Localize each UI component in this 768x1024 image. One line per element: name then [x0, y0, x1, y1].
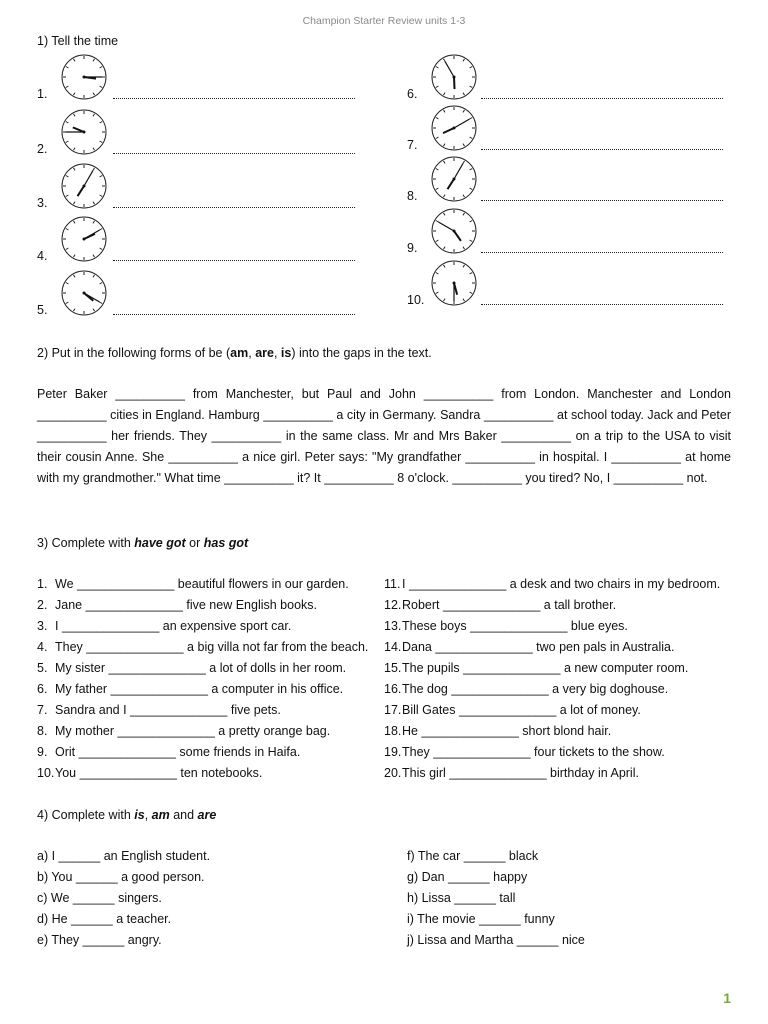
exercise-item	[37, 574, 368, 595]
item-number: 12.	[384, 598, 402, 612]
clock-item-number: 3.	[37, 196, 48, 210]
section2-title-post: ) into the gaps in the text.	[291, 346, 432, 360]
exercise-item	[37, 595, 368, 616]
phrase-have-got: have got	[134, 536, 186, 550]
answer-line[interactable]	[481, 304, 723, 305]
sep: ,	[144, 808, 152, 822]
item-text[interactable]: Robert ______________ a tall brother.	[402, 598, 617, 612]
sep: ,	[248, 346, 256, 360]
item-text[interactable]: These boys ______________ blue eyes.	[402, 619, 628, 633]
exercise-item[interactable]: h) Lissa ______ tall	[407, 891, 516, 905]
exercise-item	[37, 763, 368, 784]
clock-item-number: 2.	[37, 142, 48, 156]
exercise-item[interactable]: a) I ______ an English student.	[37, 849, 211, 863]
item-number: 14.	[384, 640, 402, 654]
clock-face-icon	[60, 162, 108, 210]
item-number: 1.	[37, 577, 48, 591]
item-number: 10.	[37, 766, 55, 780]
exercise-item	[384, 742, 720, 763]
item-text[interactable]: My father ______________ a computer in his office.	[55, 682, 344, 696]
exercise-item	[37, 658, 368, 679]
section4-title	[37, 808, 216, 822]
clock-face-icon	[60, 215, 108, 263]
item-text[interactable]: I ______________ a desk and two chairs in my bedroom.	[402, 577, 721, 591]
exercise-item[interactable]: i) The movie ______ funny	[407, 912, 555, 926]
exercise-item	[384, 616, 720, 637]
exercise-item	[37, 637, 368, 658]
clock-center	[83, 238, 86, 241]
item-number: 20.	[384, 766, 402, 780]
answer-line[interactable]	[481, 98, 723, 99]
item-number: 11.	[384, 577, 401, 591]
clock-item-number: 6.	[407, 87, 418, 101]
section2-title-pre: 2) Put in the following forms of be (	[37, 346, 231, 360]
page-header: Champion Starter Review units 1-3	[302, 15, 466, 27]
section4-left-list	[37, 846, 210, 951]
exercise-item[interactable]: c) We ______ singers.	[37, 891, 162, 905]
clock-face-icon	[430, 207, 478, 255]
word-am: am	[230, 346, 249, 360]
item-text[interactable]: This girl ______________ birthday in April.	[402, 766, 639, 780]
exercise-item	[37, 679, 368, 700]
item-text[interactable]: We ______________ beautiful flowers in our garden.	[55, 577, 349, 591]
item-number: 5.	[37, 661, 48, 675]
item-text[interactable]: They ______________ a big villa not far from the beach.	[55, 640, 369, 654]
exercise-item[interactable]: j) Lissa and Martha ______ nice	[407, 933, 585, 947]
item-text[interactable]: Bill Gates ______________ a lot of money.	[402, 703, 641, 717]
clock-center	[83, 131, 86, 134]
clock-center	[453, 76, 456, 79]
answer-line[interactable]	[113, 153, 355, 154]
exercise-item	[37, 721, 368, 742]
exercise-item	[384, 721, 720, 742]
item-text[interactable]: You ______________ ten notebooks.	[55, 766, 263, 780]
clock-item-number: 8.	[407, 189, 418, 203]
hour-hand	[454, 77, 455, 89]
word-are: are	[255, 346, 274, 360]
exercise-item[interactable]: e) They ______ angry.	[37, 933, 162, 947]
clock-center	[83, 185, 86, 188]
exercise-item	[384, 574, 720, 595]
item-number: 2.	[37, 598, 48, 612]
clock-item-number: 10.	[407, 293, 425, 307]
section1-title: 1) Tell the time	[37, 34, 119, 48]
item-number: 6.	[37, 682, 48, 696]
exercise-item	[384, 679, 720, 700]
item-number: 13.	[384, 619, 402, 633]
answer-line[interactable]	[113, 207, 355, 208]
clock-center	[83, 76, 86, 79]
clock-item-number: 7.	[407, 138, 418, 152]
answer-line[interactable]	[113, 260, 355, 261]
clock-center	[453, 127, 456, 130]
item-text[interactable]: The dog ______________ a very big doghouse.	[402, 682, 669, 696]
exercise-item	[37, 742, 368, 763]
exercise-item[interactable]: d) He ______ a teacher.	[37, 912, 172, 926]
clock-center	[453, 178, 456, 181]
clock-face-icon	[60, 269, 108, 317]
item-text[interactable]: The pupils ______________ a new computer room.	[402, 661, 689, 675]
item-text[interactable]: My mother ______________ a pretty orange bag.	[55, 724, 331, 738]
exercise-item[interactable]: b) You ______ a good person.	[37, 870, 205, 884]
item-number: 8.	[37, 724, 48, 738]
exercise-item	[37, 616, 368, 637]
answer-line[interactable]	[113, 98, 355, 99]
section4-right-list	[407, 846, 585, 951]
item-number: 19.	[384, 745, 402, 759]
item-number: 7.	[37, 703, 48, 717]
clock-face-icon	[430, 53, 478, 101]
item-text[interactable]: Jane ______________ five new English books.	[55, 598, 318, 612]
clock-item-number: 9.	[407, 241, 418, 255]
item-number: 9.	[37, 745, 48, 759]
item-text[interactable]: My sister ______________ a lot of dolls in her room.	[55, 661, 347, 675]
word-are: are	[197, 808, 217, 822]
page-number: 1	[723, 990, 731, 1006]
clock-face-icon	[430, 259, 478, 307]
exercise-item	[384, 763, 720, 784]
section2-title	[37, 346, 432, 360]
section4-title-pre: 4) Complete with	[37, 808, 135, 822]
clock-center	[453, 282, 456, 285]
exercise-item	[384, 637, 720, 658]
word-is: is	[134, 808, 145, 822]
item-text[interactable]: He ______________ short blond hair.	[402, 724, 612, 738]
section2-paragraph: Peter Baker __________ from Manchester, but Paul and John __________ from London. Manchester and London __________ cities in England. Hamburg __________ a city in Germany. Sandra __________ at school today. Jack and Peter __________ her friends. They __________ in the same class. Mr and Mrs Baker __________ on a trip to the USA to visit their cousin Anne. She __________ a nice girl. Peter says: "My grandfather __________ in hospital. I __________ at home with my grandmother." What time __________ it? It __________ 8 o'clock. __________ you tired? No, I __________ not.	[37, 387, 731, 485]
clock-face-icon	[60, 53, 108, 101]
exercise-item	[384, 595, 720, 616]
word-am: am	[151, 808, 170, 822]
exercise-item[interactable]: g) Dan ______ happy	[407, 870, 528, 884]
word-is: is	[280, 346, 292, 360]
clock-face-icon	[430, 104, 478, 152]
item-number: 17.	[384, 703, 402, 717]
item-text[interactable]: Dana ______________ two pen pals in Australia.	[402, 640, 675, 654]
sep: ,	[273, 346, 281, 360]
item-text[interactable]: Sandra and I ______________ five pets.	[55, 703, 281, 717]
item-number: 18.	[384, 724, 402, 738]
item-text[interactable]: Orit ______________ some friends in Haifa.	[55, 745, 301, 759]
sep: and	[169, 808, 198, 822]
item-text[interactable]: They ______________ four tickets to the show.	[402, 745, 665, 759]
answer-line[interactable]	[113, 314, 355, 315]
clock-face-icon	[430, 155, 478, 203]
item-number: 16.	[384, 682, 402, 696]
answer-line[interactable]	[481, 252, 723, 253]
item-number: 3.	[37, 619, 48, 633]
section3-right-list	[384, 574, 720, 784]
clock-center	[453, 230, 456, 233]
exercise-item[interactable]: f) The car ______ black	[407, 849, 539, 863]
clock-item-number: 1.	[37, 87, 48, 101]
sep: or	[185, 536, 204, 550]
exercise-item	[384, 658, 720, 679]
answer-line[interactable]	[481, 200, 723, 201]
section3-title-pre: 3) Complete with	[37, 536, 135, 550]
answer-line[interactable]	[481, 149, 723, 150]
clock-center	[83, 292, 86, 295]
item-number: 15.	[384, 661, 402, 675]
clock-item-number: 5.	[37, 303, 48, 317]
clock-face-icon	[60, 108, 108, 156]
phrase-has-got: has got	[203, 536, 249, 550]
section3-title	[37, 536, 248, 550]
section3-left-list	[37, 574, 368, 784]
exercise-item	[37, 700, 368, 721]
clock-item-number: 4.	[37, 249, 48, 263]
exercise-item	[384, 700, 720, 721]
item-text[interactable]: I ______________ an expensive sport car.	[55, 619, 292, 633]
item-number: 4.	[37, 640, 48, 654]
